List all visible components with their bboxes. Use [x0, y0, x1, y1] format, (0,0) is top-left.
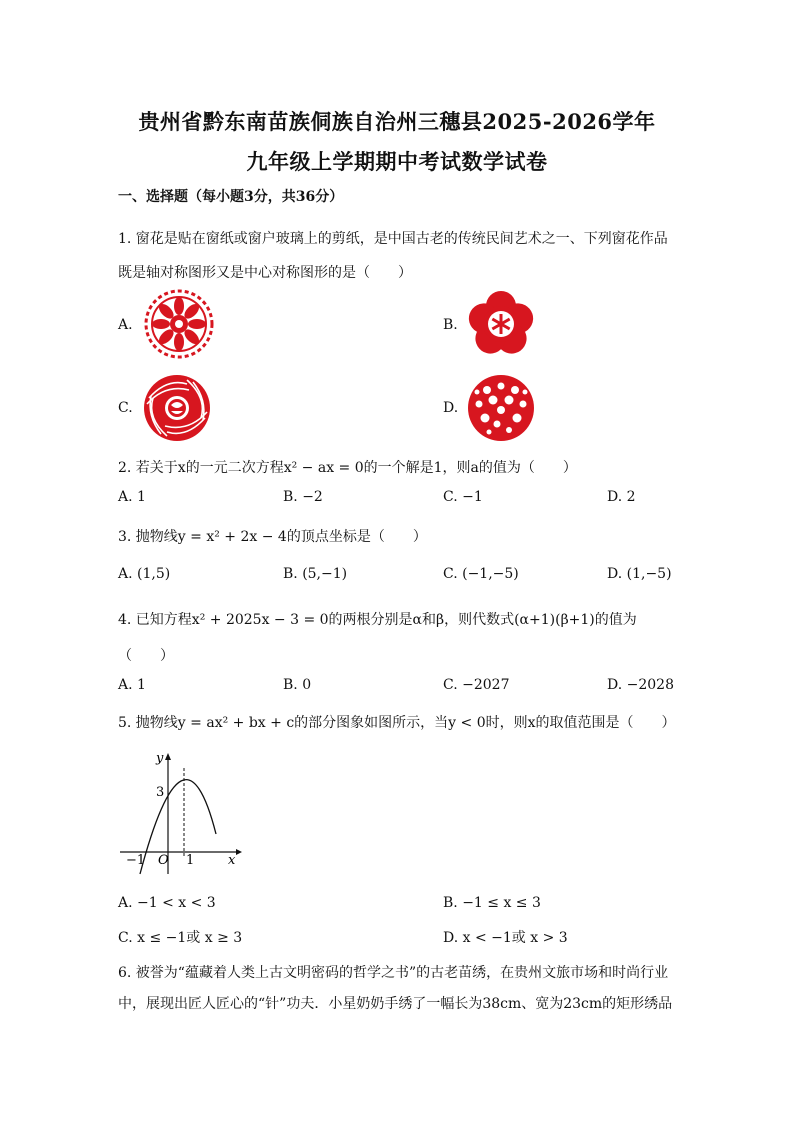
q5-stem: 5. 抛物线y = ax² + bx + c的部分图象如图所示，当y < 0时，则x的取值范围是（ ）	[118, 715, 676, 731]
q5-option-d: D. x < −1或 x > 3	[443, 930, 568, 946]
q1-option-c-label: C.	[118, 400, 133, 416]
q6-stem-line2: 中，展现出匠人匠心的“针”功夫．小星奶奶手绣了一幅长为38cm、宽为23cm的矩形绣品	[118, 996, 673, 1012]
q3-stem: 3. 抛物线y = x² + 2x − 4的顶点坐标是（ ）	[118, 529, 427, 545]
x-axis-arrow-icon	[236, 849, 242, 855]
q1-option-a-label: A.	[118, 317, 133, 333]
paper-cut-swirl-icon	[142, 373, 212, 443]
q5-option-b: B. −1 ≤ x ≤ 3	[443, 895, 541, 911]
q4-stem: 4. 已知方程x² + 2025x − 3 = 0的两根分别是α和β，则代数式(α+1)(β+1)的值为	[118, 612, 637, 628]
x-axis-label: x	[228, 853, 236, 868]
q5-option-c: C. x ≤ −1或 x ≥ 3	[118, 930, 243, 946]
x-neg1-label: −1	[126, 853, 146, 868]
q6-stem-line1: 6. 被誉为“蕴藏着人类上古文明密码的哲学之书”的古老苗绣，在贵州文旅市场和时尚行业	[118, 965, 669, 981]
q2-option-b: B. −2	[283, 489, 323, 505]
q4-option-a: A. 1	[118, 677, 146, 693]
y-axis-label: y	[156, 751, 164, 766]
y-intercept-label: 3	[156, 785, 165, 800]
paper-cut-mandala-icon	[142, 289, 216, 359]
q2-option-c: C. −1	[443, 489, 483, 505]
q4-option-c: C. −2027	[443, 677, 510, 693]
q2-stem: 2. 若关于x的一元二次方程x² − ax = 0的一个解是1，则a的值为（ ）	[118, 460, 577, 476]
parabola-graph	[118, 748, 248, 878]
q2-option-a: A. 1	[118, 489, 146, 505]
exam-title-line2: 九年级上学期期中考试数学试卷	[246, 149, 548, 174]
parabola-curve	[140, 780, 216, 874]
paper-cut-plum-blossom-icon	[466, 289, 536, 359]
q1-option-b-label: B.	[443, 317, 458, 333]
q3-option-d: D. (1,−5)	[607, 566, 672, 582]
q4-option-d: D. −2028	[607, 677, 674, 693]
y-axis-arrow-icon	[165, 753, 171, 760]
origin-label: O	[158, 853, 169, 868]
q4-option-b: B. 0	[283, 677, 312, 693]
x-1-label: 1	[186, 853, 195, 868]
q3-option-a: A. (1,5)	[118, 566, 171, 582]
q3-option-c: C. (−1,−5)	[443, 566, 519, 582]
paper-cut-cloud-pattern-icon	[466, 373, 536, 443]
q2-option-d: D. 2	[607, 489, 636, 505]
q1-stem-line1: 1. 窗花是贴在窗纸或窗户玻璃上的剪纸，是中国古老的传统民间艺术之一、下列窗花作品	[118, 231, 668, 247]
exam-title-line1: 贵州省黔东南苗族侗族自治州三穗县2025-2026学年	[138, 109, 656, 134]
section-heading: 一、选择题（每小题3分，共36分）	[118, 189, 344, 205]
q5-option-a: A. −1 < x < 3	[118, 895, 216, 911]
q3-option-b: B. (5,−1)	[283, 566, 348, 582]
q4-stem-bracket: （ ）	[118, 648, 174, 664]
q1-stem-line2: 既是轴对称图形又是中心对称图形的是（ ）	[118, 265, 412, 281]
q1-option-d-label: D.	[443, 400, 459, 416]
